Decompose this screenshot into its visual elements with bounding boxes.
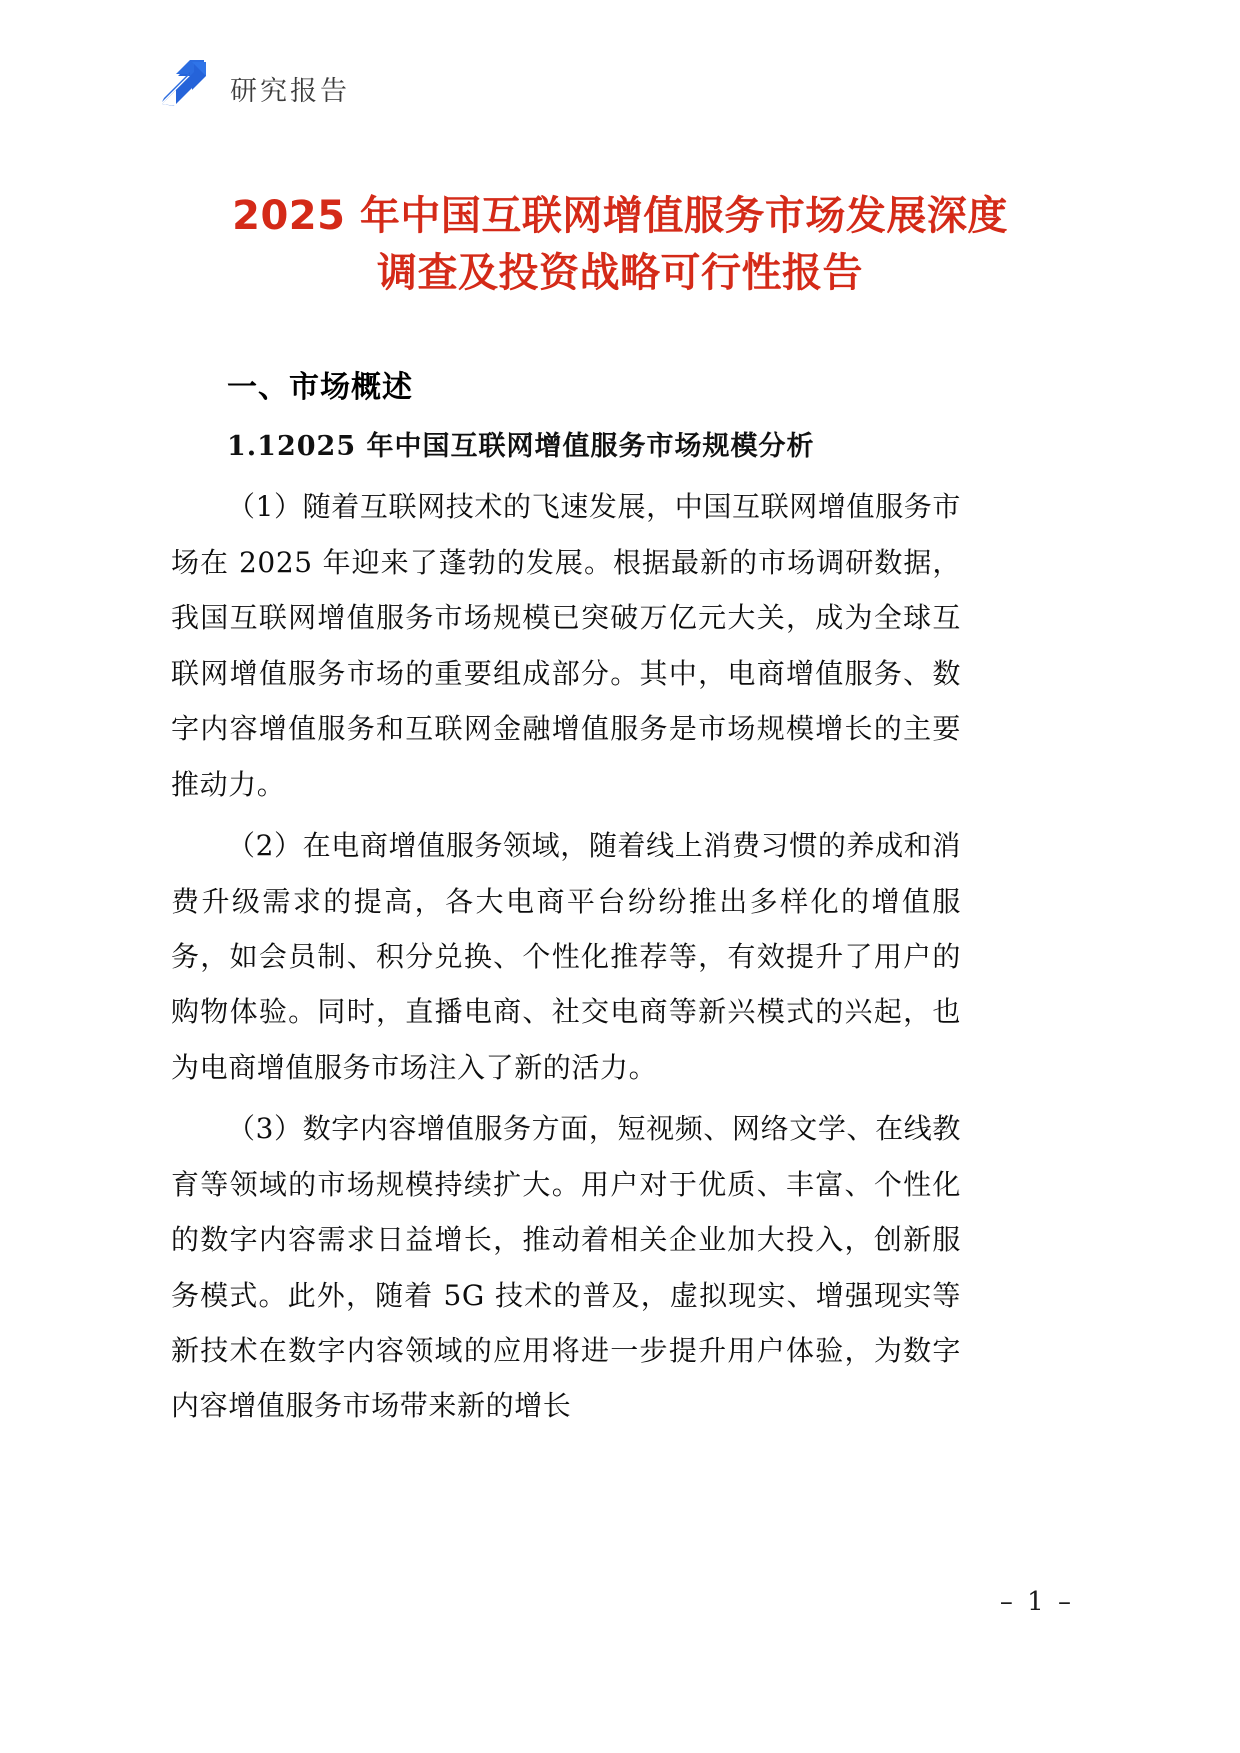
page-title: [170, 188, 1070, 302]
page-title-line-1: 2025 年中国互联网增值服务市场发展深度: [232, 193, 1008, 239]
logo-text: 研究报告: [230, 75, 350, 107]
subsection-heading: 1.12025 年中国互联网增值服务市场规模分析: [227, 431, 815, 462]
arrow-up-right-icon: [160, 60, 212, 116]
body-paragraph: （2）在电商增值服务领域，随着线上消费习惯的养成和消费升级需求的提高，各大电商平台纷纷推出多样化的增值服务，如会员制、积分兑换、个性化推荐等，有效提升了用户的购物体验。同时，直播电商、社交电商等新兴模式的兴起，也为电商增值服务市场注入了新的活力。: [171, 829, 961, 1084]
page-title-line-2: 调查及投资战略可行性报告: [377, 249, 863, 296]
document-body: [171, 368, 961, 1440]
body-paragraph: （1）随着互联网技术的飞速发展，中国互联网增值服务市场在 2025 年迎来了蓬勃的发展。根据最新的市场调研数据，我国互联网增值服务市场规模已突破万亿元大关，成为全球互联网增值服务市场的重要组成部分。其中，电商增值服务、数字内容增值服务和互联网金融增值服务是市场规模增长的主要推动力。: [171, 490, 961, 801]
body-paragraph: （3）数字内容增值服务方面，短视频、网络文学、在线教育等领域的市场规模持续扩大。用户对于优质、丰富、个性化的数字内容需求日益增长，推动着相关企业加大投入，创新服务模式。此外，随着 5G 技术的普及，虚拟现实、增强现实等新技术在数字内容领域的应用将进一步提升用户体验，为数字内容增值服务市场带来新的增长: [171, 1112, 961, 1423]
masthead: [160, 58, 350, 118]
section-heading: 一、市场概述: [227, 370, 413, 405]
page-number: – 1 –: [999, 1587, 1074, 1617]
